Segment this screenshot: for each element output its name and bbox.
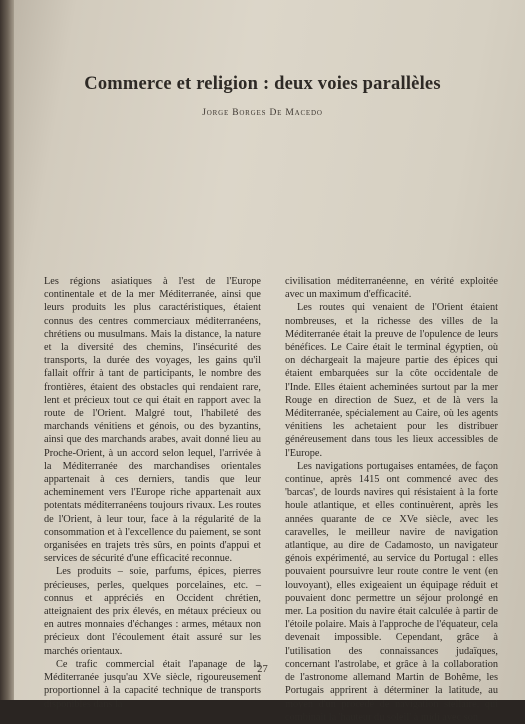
page-number: 27 — [257, 664, 268, 675]
book-gutter — [0, 0, 14, 700]
left-text-column — [44, 275, 261, 711]
paragraph: Ce trafic commercial était l'apanage de la Méditerranée jusqu'au XVe siècle, rigoureusement proportionnel à la capacité technique de transports disponibles dans la — [44, 658, 261, 710]
paragraph: Les régions asiatiques à l'est de l'Europe continentale et de la mer Méditerranée, ainsi que leurs produits les plus caractéristiques, étaient connus des centres commerciaux méditerranéens, chrétiens ou musulmans. Mais la distance, la nature et la diversité des chemins, l'insécurité des transports, la durée des voyages, les gains qu'il fallait offrir à tant de participants, le nombre des frontières, étaient des obstacles qui rendaient rare, lent et précieux tout ce qui était en rapport avec la route de l'Orient. Malgré tout, l'habileté des marchands vénitiens et génois, ou des byzantins, ainsi que des marchands arabes, avait donné lieu au Proche-Orient, à un accord selon lequel, l'arrivée à la Méditerranée des marchandises orientales appartenait à ces derniers, tandis que leur acheminement vers l'Europe riche appartenait aux potentats méditerranéens toujours rivaux. Les routes de l'Orient, à leur tour, face à la régularité de la consommation et à l'excellence du paiement, se sont organisées en trajets très sûrs, en points d'appui et services de sécurité d'une efficacité reconnue. — [44, 276, 261, 565]
article-author: Jorge Borges De Macedo — [202, 108, 323, 118]
paragraph: Les routes qui venaient de l'Orient étaient nombreuses, et la richesse des villes de la Méditerranée était la preuve de l'opulence de leurs bénéfices. Le Caire était le terminal égyptien, où on déchargeait la majeure partie des épices qui étaient embarquées sur la côte occidentale de l'Inde. Elles étaient acheminées surtout par la mer Rouge en direction de Suez, et de là vers la Méditerranée, spécialement au Caire, où les agents vénitiens les achetaient pour les distribuer généreusement dans tous les lieux accessibles de l'Europe. — [285, 302, 498, 459]
paragraph: Les produits – soie, parfums, épices, pierres précieuses, perles, quelques porcelaines, etc. – connus et appréciés en Occident chrétien, atteignaient des prix élevés, en métaux précieux ou en autres monnaies d'échanges : armes, métaux non précieux dont l'écoulement était assuré sur les marchés orientaux. — [44, 566, 261, 657]
right-text-column — [285, 275, 498, 724]
paragraph: civilisation méditerranéenne, en vérité exploitée avec un maximum d'efficacité. — [285, 276, 498, 301]
article-title: Commerce et religion : deux voies parallèles — [84, 74, 441, 94]
paragraph: Les navigations portugaises entamées, de façon continue, après 1415 ont commencé avec des 'barcas', de lourds navires qui résistaient à la forte houle atlantique, et elles continuèrent, après les années quarante de ce XVe siècle, avec les caravelles, le meilleur navire de navigation atlantique, au dire de Cadamosto, un navigateur génois expérimenté, au service du Portugal : elles pouvaient poursuivre leur route contre le vent (en louvoyant), elles exigeaient un équipage réduit et pouvaient donc permettre un séjour prolongé en mer. La position du navire était calculée à partir de l'étoile polaire. Mais à l'approche de l'équateur, cela devenait impossible. Cependant, grâce à l'utilisation des connaissances judaïques, concernant l'astrolabe, et grâce à la collaboration de l'astronome allemand Martin de Bohême, les Portugais apprirent à déterminer la latitude, au moyen d'un procédé de navigation stellaire, qui combinait la 'hauteur du soleil' à midi avec son — [285, 460, 498, 723]
